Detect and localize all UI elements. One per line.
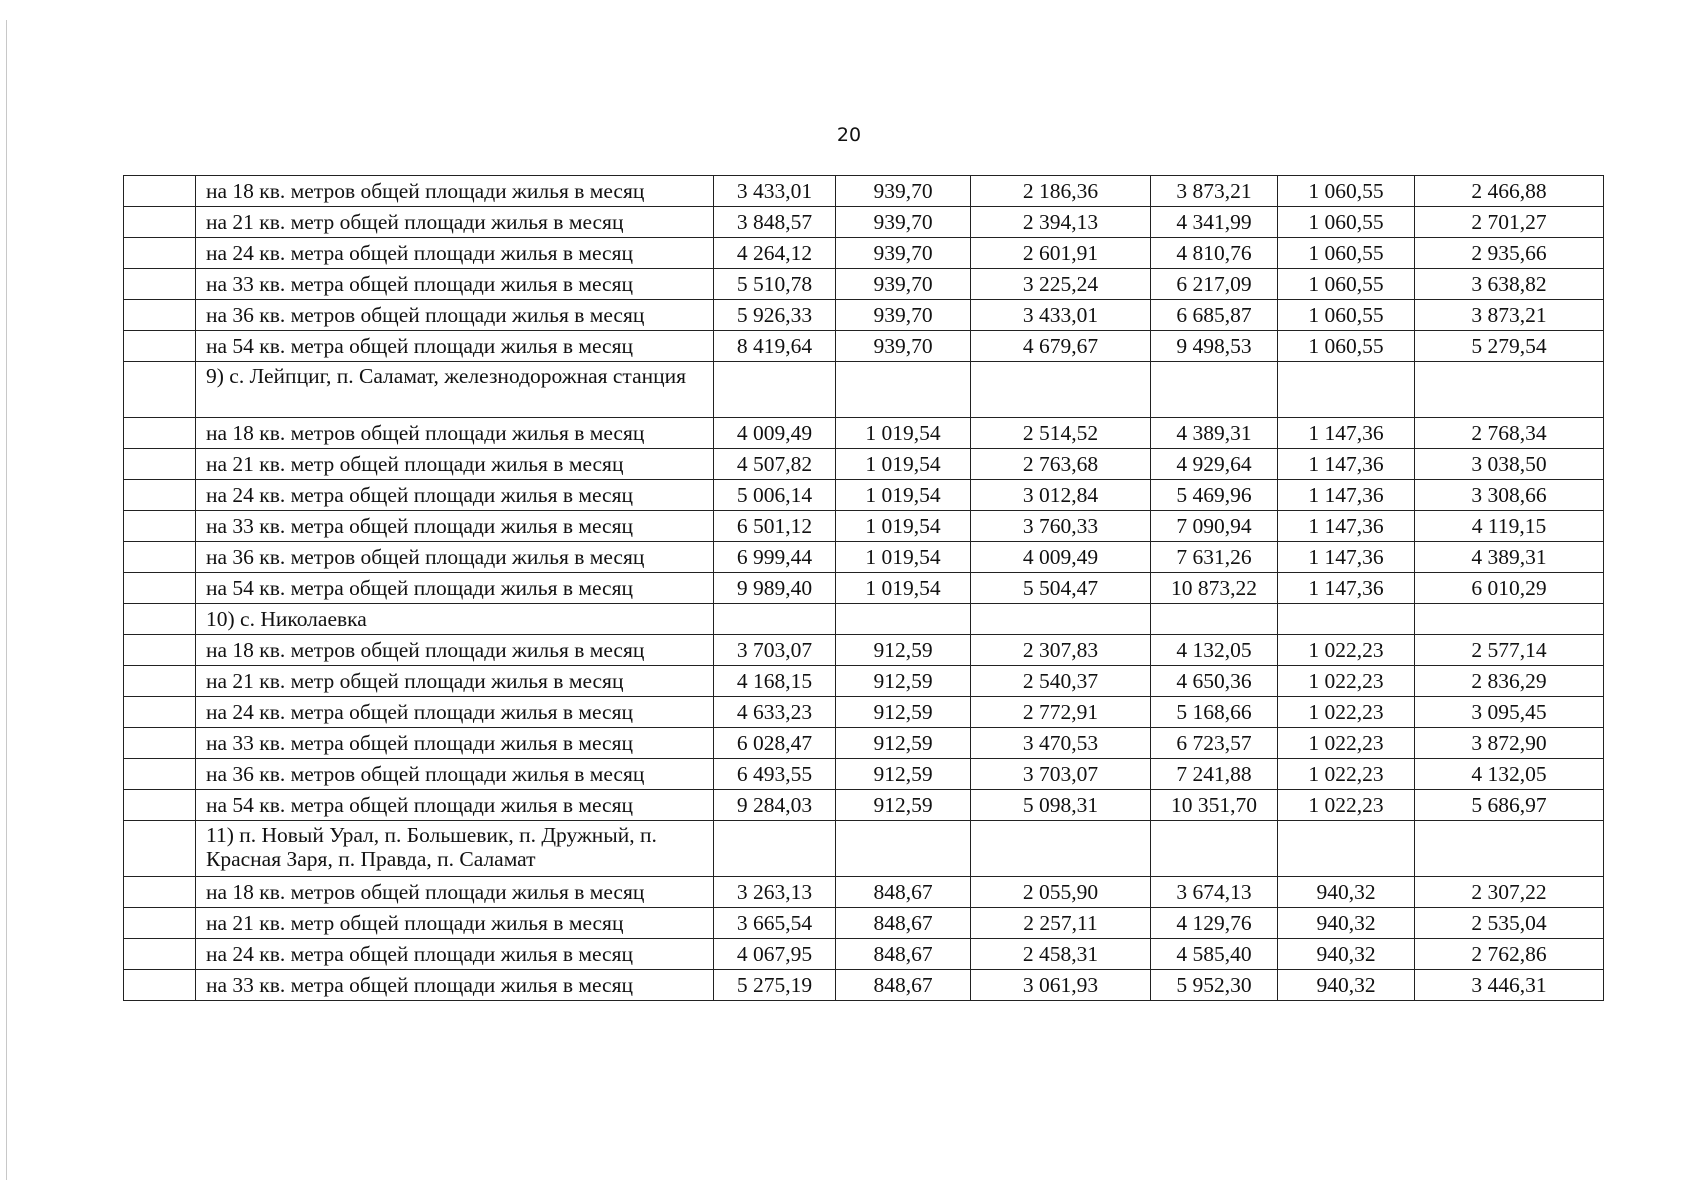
value-cell: 6 685,87 — [1151, 300, 1278, 331]
section-title: 11) п. Новый Урал, п. Большевик, п. Дружный, п. Красная Заря, п. Правда, п. Саламат — [196, 821, 714, 877]
value-cell: 2 466,88 — [1415, 176, 1604, 207]
value-cell: 3 665,54 — [714, 908, 836, 939]
section-row — [124, 821, 1604, 877]
index-cell — [124, 908, 196, 939]
value-cell: 4 650,36 — [1151, 666, 1278, 697]
table-row — [124, 542, 1604, 573]
index-cell — [124, 207, 196, 238]
row-label: на 24 кв. метра общей площади жилья в месяц — [196, 238, 714, 269]
value-cell: 4 168,15 — [714, 666, 836, 697]
row-label: на 36 кв. метров общей площади жилья в месяц — [196, 759, 714, 790]
value-cell: 5 504,47 — [971, 573, 1151, 604]
value-cell: 5 168,66 — [1151, 697, 1278, 728]
value-cell: 2 772,91 — [971, 697, 1151, 728]
value-cell — [1415, 604, 1604, 635]
value-cell: 848,67 — [836, 877, 971, 908]
value-cell — [1415, 821, 1604, 877]
value-cell: 6 999,44 — [714, 542, 836, 573]
value-cell: 4 341,99 — [1151, 207, 1278, 238]
value-cell: 1 060,55 — [1278, 269, 1415, 300]
value-cell: 3 873,21 — [1415, 300, 1604, 331]
row-label: на 24 кв. метра общей площади жилья в месяц — [196, 480, 714, 511]
index-cell — [124, 790, 196, 821]
value-cell — [836, 604, 971, 635]
value-cell — [1278, 604, 1415, 635]
value-cell: 939,70 — [836, 269, 971, 300]
index-cell — [124, 666, 196, 697]
value-cell: 6 217,09 — [1151, 269, 1278, 300]
value-cell: 912,59 — [836, 666, 971, 697]
value-cell: 4 585,40 — [1151, 939, 1278, 970]
value-cell: 4 132,05 — [1151, 635, 1278, 666]
table-row — [124, 176, 1604, 207]
value-cell: 1 060,55 — [1278, 176, 1415, 207]
table-row — [124, 418, 1604, 449]
tariff-table-body — [124, 176, 1604, 1001]
value-cell: 3 872,90 — [1415, 728, 1604, 759]
value-cell: 2 535,04 — [1415, 908, 1604, 939]
value-cell: 2 763,68 — [971, 449, 1151, 480]
row-label: на 33 кв. метра общей площади жилья в месяц — [196, 269, 714, 300]
value-cell: 10 351,70 — [1151, 790, 1278, 821]
value-cell — [714, 604, 836, 635]
value-cell: 1 019,54 — [836, 511, 971, 542]
scan-edge-line — [6, 20, 7, 1180]
value-cell: 3 263,13 — [714, 877, 836, 908]
value-cell: 2 307,22 — [1415, 877, 1604, 908]
table-row — [124, 877, 1604, 908]
value-cell: 3 703,07 — [971, 759, 1151, 790]
value-cell: 9 498,53 — [1151, 331, 1278, 362]
index-cell — [124, 697, 196, 728]
index-cell — [124, 759, 196, 790]
value-cell: 939,70 — [836, 207, 971, 238]
value-cell: 4 009,49 — [714, 418, 836, 449]
value-cell: 3 470,53 — [971, 728, 1151, 759]
row-label: на 54 кв. метра общей площади жилья в месяц — [196, 573, 714, 604]
value-cell — [836, 362, 971, 418]
value-cell: 1 147,36 — [1278, 511, 1415, 542]
value-cell: 3 061,93 — [971, 970, 1151, 1001]
value-cell: 6 028,47 — [714, 728, 836, 759]
value-cell: 3 095,45 — [1415, 697, 1604, 728]
value-cell: 9 284,03 — [714, 790, 836, 821]
index-cell — [124, 362, 196, 418]
row-label: на 18 кв. метров общей площади жилья в месяц — [196, 176, 714, 207]
value-cell: 4 389,31 — [1415, 542, 1604, 573]
value-cell: 5 510,78 — [714, 269, 836, 300]
row-label: на 33 кв. метра общей площади жилья в месяц — [196, 970, 714, 1001]
value-cell: 1 060,55 — [1278, 207, 1415, 238]
row-label: на 21 кв. метр общей площади жилья в месяц — [196, 449, 714, 480]
value-cell: 2 935,66 — [1415, 238, 1604, 269]
row-label: на 33 кв. метра общей площади жилья в месяц — [196, 511, 714, 542]
value-cell: 2 514,52 — [971, 418, 1151, 449]
index-cell — [124, 449, 196, 480]
section-row — [124, 362, 1604, 418]
page-number: 20 — [836, 124, 862, 146]
value-cell: 940,32 — [1278, 939, 1415, 970]
table-row — [124, 238, 1604, 269]
table-row — [124, 207, 1604, 238]
value-cell: 4 929,64 — [1151, 449, 1278, 480]
value-cell: 1 019,54 — [836, 418, 971, 449]
table-row — [124, 331, 1604, 362]
value-cell: 1 019,54 — [836, 542, 971, 573]
row-label: на 18 кв. метров общей площади жилья в месяц — [196, 877, 714, 908]
value-cell: 8 419,64 — [714, 331, 836, 362]
value-cell: 3 012,84 — [971, 480, 1151, 511]
value-cell — [1278, 821, 1415, 877]
value-cell: 2 458,31 — [971, 939, 1151, 970]
row-label: на 36 кв. метров общей площади жилья в месяц — [196, 300, 714, 331]
table-row — [124, 790, 1604, 821]
index-cell — [124, 970, 196, 1001]
value-cell — [714, 821, 836, 877]
value-cell: 939,70 — [836, 238, 971, 269]
value-cell: 4 679,67 — [971, 331, 1151, 362]
value-cell: 2 836,29 — [1415, 666, 1604, 697]
value-cell: 5 275,19 — [714, 970, 836, 1001]
value-cell: 3 760,33 — [971, 511, 1151, 542]
table-row — [124, 728, 1604, 759]
value-cell: 912,59 — [836, 790, 971, 821]
table-row — [124, 635, 1604, 666]
index-cell — [124, 877, 196, 908]
value-cell: 1 019,54 — [836, 480, 971, 511]
table-row — [124, 511, 1604, 542]
row-label: на 21 кв. метр общей площади жилья в месяц — [196, 207, 714, 238]
table-row — [124, 269, 1604, 300]
value-cell: 3 703,07 — [714, 635, 836, 666]
value-cell: 939,70 — [836, 331, 971, 362]
value-cell: 2 307,83 — [971, 635, 1151, 666]
table-row — [124, 300, 1604, 331]
value-cell: 3 433,01 — [714, 176, 836, 207]
value-cell — [971, 362, 1151, 418]
row-label: на 36 кв. метров общей площади жилья в месяц — [196, 542, 714, 573]
value-cell: 2 701,27 — [1415, 207, 1604, 238]
value-cell: 9 989,40 — [714, 573, 836, 604]
value-cell: 1 022,23 — [1278, 666, 1415, 697]
value-cell: 4 389,31 — [1151, 418, 1278, 449]
table-row — [124, 666, 1604, 697]
value-cell: 912,59 — [836, 759, 971, 790]
value-cell: 2 540,37 — [971, 666, 1151, 697]
index-cell — [124, 331, 196, 362]
value-cell: 4 633,23 — [714, 697, 836, 728]
value-cell: 7 241,88 — [1151, 759, 1278, 790]
value-cell: 1 022,23 — [1278, 635, 1415, 666]
table-row — [124, 480, 1604, 511]
value-cell: 912,59 — [836, 728, 971, 759]
value-cell: 4 129,76 — [1151, 908, 1278, 939]
value-cell — [1151, 362, 1278, 418]
value-cell: 912,59 — [836, 697, 971, 728]
value-cell: 940,32 — [1278, 970, 1415, 1001]
index-cell — [124, 635, 196, 666]
row-label: на 54 кв. метра общей площади жилья в месяц — [196, 790, 714, 821]
index-cell — [124, 300, 196, 331]
value-cell: 1 019,54 — [836, 573, 971, 604]
tariff-table — [123, 175, 1604, 1001]
value-cell: 4 067,95 — [714, 939, 836, 970]
value-cell: 1 147,36 — [1278, 418, 1415, 449]
value-cell: 2 601,91 — [971, 238, 1151, 269]
index-cell — [124, 480, 196, 511]
value-cell — [836, 821, 971, 877]
index-cell — [124, 511, 196, 542]
index-cell — [124, 573, 196, 604]
index-cell — [124, 176, 196, 207]
index-cell — [124, 418, 196, 449]
value-cell: 1 022,23 — [1278, 728, 1415, 759]
value-cell: 939,70 — [836, 176, 971, 207]
value-cell: 5 926,33 — [714, 300, 836, 331]
section-title: 10) с. Николаевка — [196, 604, 714, 635]
value-cell: 3 038,50 — [1415, 449, 1604, 480]
value-cell: 5 686,97 — [1415, 790, 1604, 821]
value-cell: 1 147,36 — [1278, 542, 1415, 573]
value-cell: 6 010,29 — [1415, 573, 1604, 604]
index-cell — [124, 604, 196, 635]
value-cell: 4 264,12 — [714, 238, 836, 269]
index-cell — [124, 939, 196, 970]
value-cell: 4 507,82 — [714, 449, 836, 480]
value-cell: 5 469,96 — [1151, 480, 1278, 511]
value-cell: 3 446,31 — [1415, 970, 1604, 1001]
index-cell — [124, 821, 196, 877]
value-cell: 7 090,94 — [1151, 511, 1278, 542]
value-cell: 2 762,86 — [1415, 939, 1604, 970]
value-cell — [1151, 604, 1278, 635]
value-cell: 940,32 — [1278, 908, 1415, 939]
table-row — [124, 908, 1604, 939]
value-cell: 1 060,55 — [1278, 300, 1415, 331]
value-cell: 940,32 — [1278, 877, 1415, 908]
value-cell: 2 394,13 — [971, 207, 1151, 238]
value-cell: 3 225,24 — [971, 269, 1151, 300]
value-cell — [1151, 821, 1278, 877]
section-title: 9) с. Лейпциг, п. Саламат, железнодорожная станция — [196, 362, 714, 418]
value-cell: 3 848,57 — [714, 207, 836, 238]
value-cell: 2 186,36 — [971, 176, 1151, 207]
value-cell: 1 147,36 — [1278, 573, 1415, 604]
value-cell: 6 723,57 — [1151, 728, 1278, 759]
value-cell: 848,67 — [836, 939, 971, 970]
value-cell: 1 060,55 — [1278, 331, 1415, 362]
table-row — [124, 759, 1604, 790]
index-cell — [124, 728, 196, 759]
value-cell: 10 873,22 — [1151, 573, 1278, 604]
row-label: на 18 кв. метров общей площади жилья в месяц — [196, 635, 714, 666]
value-cell: 3 308,66 — [1415, 480, 1604, 511]
value-cell — [971, 821, 1151, 877]
value-cell: 1 022,23 — [1278, 759, 1415, 790]
value-cell: 848,67 — [836, 908, 971, 939]
value-cell: 5 952,30 — [1151, 970, 1278, 1001]
value-cell: 3 674,13 — [1151, 877, 1278, 908]
table-row — [124, 939, 1604, 970]
row-label: на 33 кв. метра общей площади жилья в месяц — [196, 728, 714, 759]
table-row — [124, 970, 1604, 1001]
value-cell: 4 810,76 — [1151, 238, 1278, 269]
value-cell: 5 006,14 — [714, 480, 836, 511]
value-cell: 2 055,90 — [971, 877, 1151, 908]
row-label: на 21 кв. метр общей площади жилья в месяц — [196, 666, 714, 697]
table-row — [124, 697, 1604, 728]
value-cell: 5 279,54 — [1415, 331, 1604, 362]
row-label: на 18 кв. метров общей площади жилья в месяц — [196, 418, 714, 449]
value-cell: 7 631,26 — [1151, 542, 1278, 573]
value-cell: 1 022,23 — [1278, 697, 1415, 728]
row-label: на 54 кв. метра общей площади жилья в месяц — [196, 331, 714, 362]
value-cell: 848,67 — [836, 970, 971, 1001]
row-label: на 24 кв. метра общей площади жилья в месяц — [196, 939, 714, 970]
value-cell — [971, 604, 1151, 635]
section-row — [124, 604, 1604, 635]
value-cell: 4 009,49 — [971, 542, 1151, 573]
row-label: на 21 кв. метр общей площади жилья в месяц — [196, 908, 714, 939]
table-row — [124, 573, 1604, 604]
table-row — [124, 449, 1604, 480]
value-cell: 6 493,55 — [714, 759, 836, 790]
value-cell: 3 638,82 — [1415, 269, 1604, 300]
value-cell: 3 433,01 — [971, 300, 1151, 331]
value-cell: 3 873,21 — [1151, 176, 1278, 207]
value-cell: 5 098,31 — [971, 790, 1151, 821]
value-cell: 939,70 — [836, 300, 971, 331]
value-cell: 1 019,54 — [836, 449, 971, 480]
value-cell — [714, 362, 836, 418]
value-cell — [1278, 362, 1415, 418]
value-cell: 1 022,23 — [1278, 790, 1415, 821]
value-cell: 2 257,11 — [971, 908, 1151, 939]
value-cell — [1415, 362, 1604, 418]
row-label: на 24 кв. метра общей площади жилья в месяц — [196, 697, 714, 728]
value-cell: 1 060,55 — [1278, 238, 1415, 269]
value-cell: 1 147,36 — [1278, 480, 1415, 511]
index-cell — [124, 238, 196, 269]
value-cell: 4 132,05 — [1415, 759, 1604, 790]
value-cell: 6 501,12 — [714, 511, 836, 542]
index-cell — [124, 269, 196, 300]
index-cell — [124, 542, 196, 573]
value-cell: 912,59 — [836, 635, 971, 666]
value-cell: 2 768,34 — [1415, 418, 1604, 449]
value-cell: 4 119,15 — [1415, 511, 1604, 542]
value-cell: 1 147,36 — [1278, 449, 1415, 480]
value-cell: 2 577,14 — [1415, 635, 1604, 666]
